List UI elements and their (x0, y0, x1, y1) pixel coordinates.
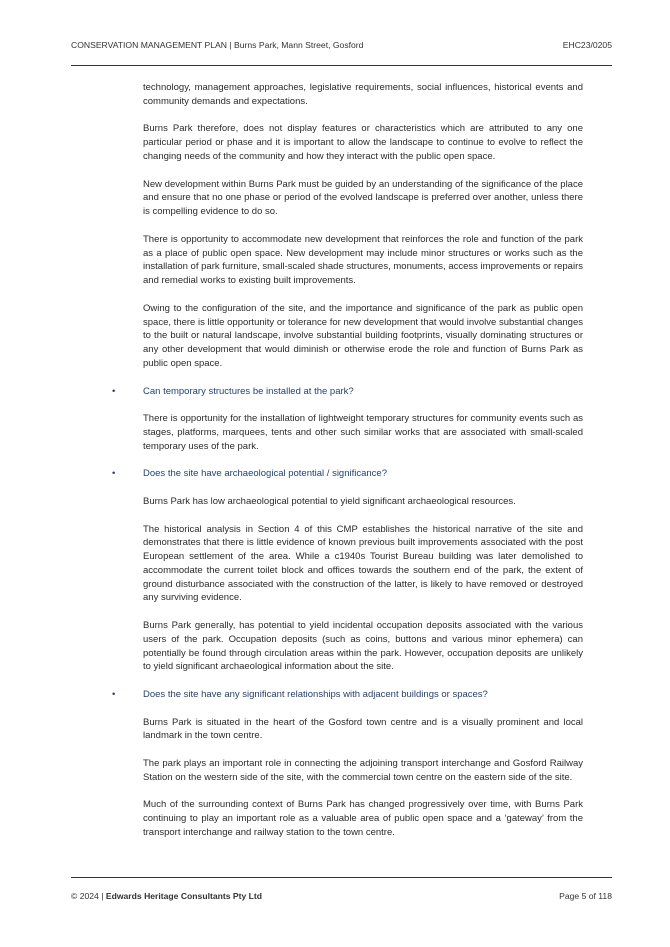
question-heading-archaeological-potential (112, 467, 583, 481)
question-text: Can temporary structures be installed at the park? (143, 385, 354, 397)
body-paragraph: Owing to the configuration of the site, and the importance and significance of the park as public open space, there is little opportunity or tolerance for new development that would involve substantial changes to the built or natural landscape, involve substantial building footprints, visually dominating structures or any other development that would diminish or otherwise erode the role and function of Burns Park as public open space. (143, 302, 583, 369)
main-content (112, 81, 583, 854)
body-paragraph: Burns Park is situated in the heart of the Gosford town centre and is a visually prominent and local landmark in the town centre. (143, 716, 583, 742)
header-document-title: CONSERVATION MANAGEMENT PLAN | Burns Park, Mann Street, Gosford (71, 40, 364, 50)
question-text: Does the site have archaeological potential / significance? (143, 468, 387, 480)
footer-copyright: © 2024 | (71, 891, 106, 901)
footer-divider (71, 877, 612, 878)
question-heading-temporary-structures (112, 385, 583, 399)
bullet-icon: • (112, 689, 116, 701)
page-header (71, 40, 612, 50)
body-paragraph: New development within Burns Park must be guided by an understanding of the significance of the place and ensure that no one phase or period of the evolved landscape is preferred over another, unless there is compelling evidence to do so. (143, 178, 583, 218)
bullet-icon: • (112, 468, 116, 480)
page-number: Page 5 of 118 (559, 891, 612, 901)
body-paragraph: The historical analysis in Section 4 of this CMP establishes the historical narrative of the site and demonstrates that there is little evidence of known previous built improvements associated with the post European settlement of the area. While a c1940s Tourist Bureau building was later demolished to accommodate the current toilet block and offices towards the southern end of the park, the extent of ground disturbance associated with the construction of the latter, is likely to have removed or destroyed any surviving evidence. (143, 523, 583, 604)
body-paragraph: The park plays an important role in connecting the adjoining transport interchange and Gosford Railway Station on the western side of the site, with the commercial town centre on the eastern side of the site. (143, 758, 583, 783)
body-paragraph: technology, management approaches, legislative requirements, social influences, historical events and community demands and expectations. (143, 82, 583, 107)
question-text: Does the site have any significant relationships with adjacent buildings or spaces? (143, 689, 488, 701)
body-paragraph: Burns Park has low archaeological potential to yield significant archaeological resources. (143, 495, 516, 507)
body-paragraph: There is opportunity for the installation of lightweight temporary structures for community events such as stages, platforms, marquees, tents and other such similar works that are associated with small-scaled temporary uses of the park. (143, 413, 583, 452)
header-divider (71, 65, 612, 66)
question-heading-adjacent-relationships (112, 688, 583, 702)
header-reference-number: EHC23/0205 (562, 40, 612, 50)
page-footer (71, 891, 612, 901)
body-paragraph: Much of the surrounding context of Burns Park has changed progressively over time, with Burns Park continuing to play an important role as a valuable area of public open space and a ‘gateway’ from the transport interchange and railway station to the town centre. (143, 799, 583, 839)
body-paragraph: Burns Park therefore, does not display features or characteristics which are attributed to any one particular period or phase and it is important to allow the landscape to continue to evolve to reflect the changing needs of the community and how they interact with the public open space. (143, 123, 583, 162)
bullet-icon: • (112, 385, 116, 397)
footer-company-name: Edwards Heritage Consultants Pty Ltd (105, 891, 263, 901)
body-paragraph: There is opportunity to accommodate new development that reinforces the role and function of the park as a place of public open space. New development may include minor structures or works such as the installation of park furniture, small-scaled shade structures, monuments, access improvements or repairs and remedial works to existing built improvements. (143, 233, 583, 287)
footer-credit (71, 891, 262, 901)
body-paragraph: Burns Park generally, has potential to yield incidental occupation deposits associated with the various users of the park. Occupation deposits (such as coins, buttons and various minor ephemera) can potentially be found through circulation areas within the park. However, occupation deposits are unlikely to yield significant archaeological information about the site. (143, 620, 583, 673)
